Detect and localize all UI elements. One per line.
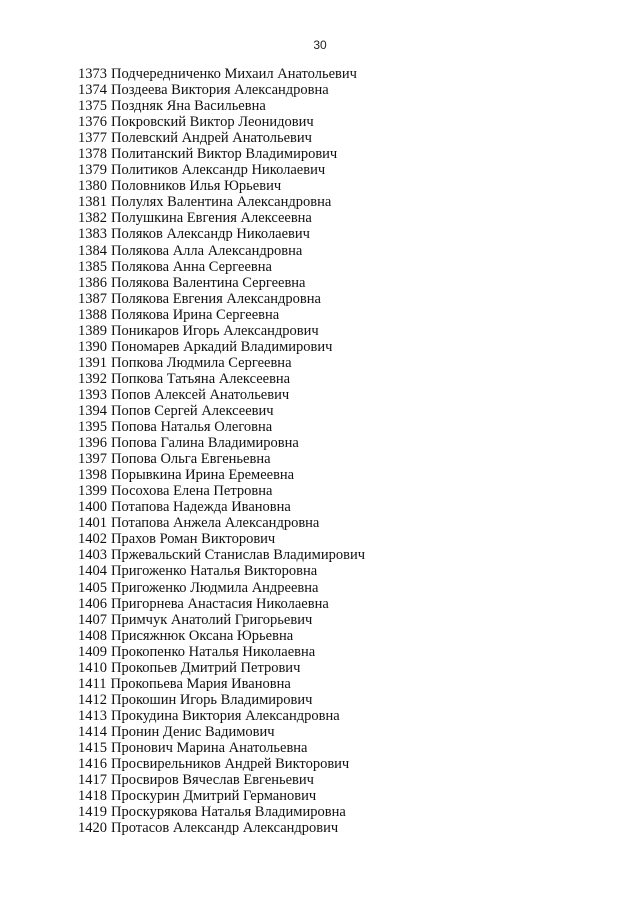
- list-item: [78, 740, 365, 756]
- entry-number: 1387: [78, 290, 107, 307]
- entry-number: 1373: [78, 66, 107, 82]
- entry-name: Присяжнюк Оксана Юрьевна: [111, 627, 294, 644]
- entry-number: 1420: [78, 820, 107, 837]
- list-item: [78, 162, 365, 178]
- list-item: [78, 772, 365, 788]
- list-item: [78, 483, 365, 499]
- entry-number: 1417: [78, 772, 107, 789]
- entry-number: 1414: [78, 723, 107, 740]
- entry-name: Половников Илья Юрьевич: [111, 178, 282, 195]
- list-item: [78, 596, 365, 612]
- entry-name: Проскурякова Наталья Владимировна: [111, 804, 346, 821]
- entry-number: 1374: [78, 82, 107, 99]
- entry-name: Полякова Евгения Александровна: [111, 290, 321, 307]
- entry-name: Полякова Валентина Сергеевна: [111, 274, 306, 291]
- entry-number: 1402: [78, 531, 107, 548]
- list-item: [78, 531, 365, 547]
- list-item: [78, 82, 365, 98]
- entry-number: 1408: [78, 627, 107, 644]
- entry-number: 1394: [78, 402, 107, 419]
- entry-number: 1416: [78, 756, 107, 773]
- list-item: [78, 756, 365, 772]
- list-item: [78, 563, 365, 579]
- entry-number: 1397: [78, 451, 107, 468]
- entry-number: 1377: [78, 130, 107, 147]
- entry-number: 1401: [78, 515, 107, 532]
- entry-name: Покровский Виктор Леонидович: [111, 114, 314, 131]
- list-item: [78, 355, 365, 371]
- list-item: [78, 724, 365, 740]
- list-item: [78, 820, 365, 836]
- entry-number: 1381: [78, 194, 107, 211]
- list-item: [78, 371, 365, 387]
- entry-number: 1391: [78, 354, 107, 371]
- entry-number: 1410: [78, 659, 107, 676]
- entry-number: 1386: [78, 274, 107, 291]
- list-item: [78, 419, 365, 435]
- entry-number: 1411: [78, 675, 107, 692]
- list-item: [78, 547, 365, 563]
- list-item: [78, 226, 365, 242]
- entry-number: 1419: [78, 804, 107, 821]
- entry-name: Посохова Елена Петровна: [111, 483, 273, 500]
- entry-number: 1396: [78, 435, 107, 452]
- list-item: [78, 435, 365, 451]
- entry-number: 1398: [78, 467, 107, 484]
- entry-number: 1405: [78, 579, 107, 596]
- entry-name: Попова Галина Владимировна: [111, 435, 299, 452]
- list-item: [78, 692, 365, 708]
- entry-name: Поздняк Яна Васильевна: [111, 98, 266, 115]
- entry-name: Прокошин Игорь Владимирович: [111, 691, 313, 708]
- entry-name: Полулях Валентина Александровна: [111, 194, 332, 211]
- entry-name: Полякова Анна Сергеевна: [111, 258, 272, 275]
- entry-name: Пригоженко Людмила Андреевна: [111, 579, 319, 596]
- entry-number: 1378: [78, 146, 107, 163]
- entry-number: 1388: [78, 306, 107, 323]
- entry-name: Просвиров Вячеслав Евгеньевич: [111, 772, 314, 789]
- entry-name: Попкова Татьяна Алексеевна: [111, 370, 291, 387]
- list-item: [78, 708, 365, 724]
- entry-number: 1413: [78, 707, 107, 724]
- entry-name: Политиков Александр Николаевич: [111, 162, 326, 179]
- entry-name: Попкова Людмила Сергеевна: [111, 354, 292, 371]
- entry-number: 1383: [78, 226, 107, 243]
- entry-number: 1400: [78, 499, 107, 516]
- entry-name: Поляков Александр Николаевич: [111, 226, 310, 243]
- entry-name: Политанский Виктор Владимирович: [111, 146, 338, 163]
- entry-name: Попов Алексей Анатольевич: [111, 386, 290, 403]
- list-item: [78, 515, 365, 531]
- list-item: [78, 114, 365, 130]
- list-item: [78, 178, 365, 194]
- entry-name: Прокопенко Наталья Николаевна: [111, 643, 316, 660]
- entry-number: 1395: [78, 419, 107, 436]
- list-item: [78, 146, 365, 162]
- list-item: [78, 676, 365, 692]
- list-item: [78, 98, 365, 114]
- entry-name: Проскурин Дмитрий Германович: [111, 788, 317, 805]
- entry-number: 1389: [78, 322, 107, 339]
- entry-number: 1375: [78, 98, 107, 115]
- name-list: [78, 66, 365, 836]
- entry-name: Пржевальский Станислав Владимирович: [111, 547, 366, 564]
- entry-number: 1390: [78, 338, 107, 355]
- entry-number: 1384: [78, 242, 107, 259]
- entry-number: 1406: [78, 595, 107, 612]
- entry-name: Прокопьев Дмитрий Петрович: [111, 659, 301, 676]
- list-item: [78, 644, 365, 660]
- list-item: [78, 451, 365, 467]
- entry-number: 1403: [78, 547, 107, 564]
- entry-number: 1380: [78, 178, 107, 195]
- list-item: [78, 467, 365, 483]
- entry-name: Полякова Алла Александровна: [111, 242, 303, 259]
- list-item: [78, 660, 365, 676]
- entry-number: 1407: [78, 611, 107, 628]
- entry-number: 1393: [78, 386, 107, 403]
- list-item: [78, 307, 365, 323]
- entry-name: Поздеева Виктория Александровна: [111, 82, 329, 99]
- entry-name: Подчередниченко Михаил Анатольевич: [111, 66, 357, 82]
- entry-name: Пронин Денис Вадимович: [111, 723, 275, 740]
- list-item: [78, 788, 365, 804]
- entry-name: Примчук Анатолий Григорьевич: [111, 611, 313, 628]
- list-item: [78, 580, 365, 596]
- entry-number: 1379: [78, 162, 107, 179]
- entry-name: Полевский Андрей Анатольевич: [111, 130, 312, 147]
- list-item: [78, 243, 365, 259]
- entry-name: Полушкина Евгения Алексеевна: [111, 210, 312, 227]
- entry-name: Прахов Роман Викторович: [111, 531, 276, 548]
- entry-name: Поникаров Игорь Александрович: [111, 322, 319, 339]
- entry-number: 1376: [78, 114, 107, 131]
- entry-number: 1399: [78, 483, 107, 500]
- entry-name: Пригоженко Наталья Викторовна: [111, 563, 318, 580]
- page-number: 30: [313, 38, 327, 52]
- list-item: [78, 804, 365, 820]
- entry-name: Пригорнева Анастасия Николаевна: [111, 595, 329, 612]
- list-item: [78, 194, 365, 210]
- list-item: [78, 339, 365, 355]
- list-item: [78, 403, 365, 419]
- entry-number: 1415: [78, 739, 107, 756]
- list-item: [78, 612, 365, 628]
- entry-number: 1385: [78, 258, 107, 275]
- list-item: [78, 259, 365, 275]
- list-item: [78, 387, 365, 403]
- entry-name: Попова Наталья Олеговна: [111, 419, 273, 436]
- entry-name: Прокопьева Мария Ивановна: [110, 675, 291, 692]
- entry-name: Порывкина Ирина Еремеевна: [111, 467, 295, 484]
- list-item: [78, 291, 365, 307]
- list-item: [78, 275, 365, 291]
- entry-name: Пронович Марина Анатольевна: [111, 739, 308, 756]
- entry-name: Прокудина Виктория Александровна: [111, 707, 340, 724]
- list-item: [78, 130, 365, 146]
- entry-number: 1404: [78, 563, 107, 580]
- entry-name: Пономарев Аркадий Владимирович: [111, 338, 333, 355]
- list-item: [78, 628, 365, 644]
- list-item: [78, 499, 365, 515]
- entry-name: Попова Ольга Евгеньевна: [111, 451, 271, 468]
- entry-number: 1392: [78, 370, 107, 387]
- entry-name: Полякова Ирина Сергеевна: [111, 306, 280, 323]
- entry-number: 1418: [78, 788, 107, 805]
- entry-name: Просвирельников Андрей Викторович: [111, 756, 350, 773]
- entry-name: Потапова Анжела Александровна: [111, 515, 320, 532]
- list-item: [78, 323, 365, 339]
- entry-number: 1409: [78, 643, 107, 660]
- entry-name: Потапова Надежда Ивановна: [111, 499, 291, 516]
- entry-name: Протасов Александр Александрович: [111, 820, 339, 837]
- list-item: [78, 210, 365, 226]
- list-item: [78, 66, 365, 82]
- entry-number: 1382: [78, 210, 107, 227]
- entry-number: 1412: [78, 691, 107, 708]
- entry-name: Попов Сергей Алексеевич: [111, 402, 274, 419]
